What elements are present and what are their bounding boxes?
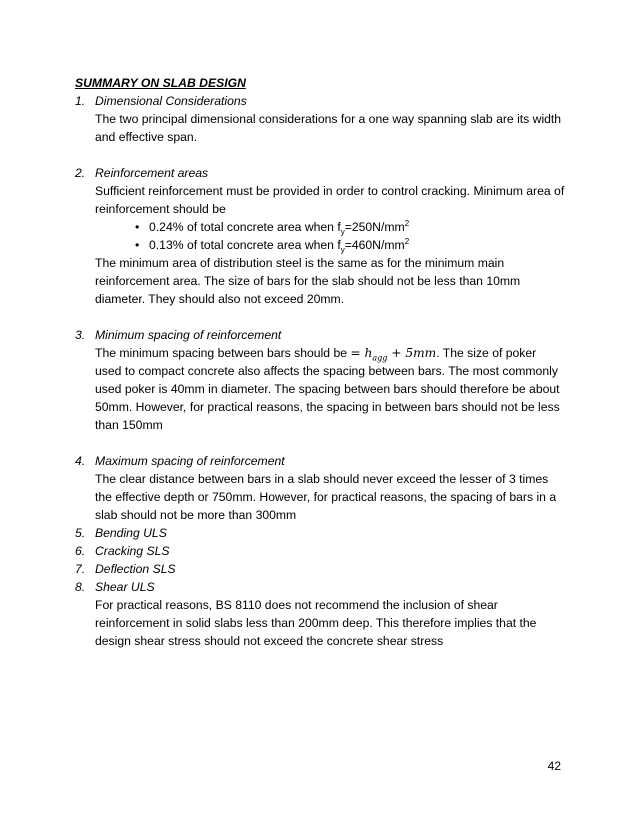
bullet-item: • 0.13% of total concrete area when $f_y=460N/mm^2$ [135, 236, 410, 255]
item-heading-text: Deflection SLS [95, 562, 176, 576]
item-heading-5 [75, 524, 565, 542]
item-body-8: For practical reasons, BS 8110 does not recommend the inclusion of shear reinforcement in solid slabs less than 200mm deep. This therefore implies that the design shear stress should not exceed the concrete shear stress [95, 598, 537, 648]
page-title: SUMMARY ON SLAB DESIGN [75, 76, 246, 90]
item-number: 7. [75, 562, 86, 576]
item-body-1: The two principal dimensional considerations for a one way spanning slab are its width and effective span. [95, 112, 562, 144]
item-heading-3 [75, 326, 565, 344]
item-number: 6. [75, 544, 86, 558]
item-body-4: The clear distance between bars in a slab should never exceed the lesser of 3 times the effective depth or 750mm. However, for practical reasons, the spacing of bars in a slab should not be more than 300mm [95, 472, 557, 522]
item-heading-text: Maximum spacing of reinforcement [95, 454, 285, 468]
page-number: 42 [547, 759, 561, 773]
item-number: 1. [75, 94, 86, 108]
item-number: 4. [75, 454, 86, 468]
item-number: 3. [75, 328, 86, 342]
bullet-icon: • [135, 220, 140, 234]
item-body-2: Sufficient reinforcement must be provided in order to control cracking. Minimum area of reinforcement should be [95, 184, 565, 216]
bullet-item: • 0.24% of total concrete area when $f_y=250N/mm^2$ [135, 218, 410, 237]
item-heading-4 [75, 452, 565, 470]
item-heading-2 [75, 164, 565, 182]
item-number: 8. [75, 580, 86, 594]
bullet-icon: • [135, 238, 140, 252]
item-heading-text: Minimum spacing of reinforcement [95, 328, 282, 342]
item-heading-text: Dimensional Considerations [95, 94, 247, 108]
item-heading-text: Cracking SLS [95, 544, 170, 558]
item-heading-text: Reinforcement areas [95, 166, 209, 180]
item-heading-text: Shear ULS [95, 580, 155, 594]
document-content [75, 74, 565, 650]
item-heading-text: Bending ULS [95, 526, 167, 540]
item-heading-1 [75, 92, 565, 110]
item-body-3: The minimum spacing between bars should be = $h_{agg} + 5mm$. The size of poker used to compact concrete also affects the spacing between bars. The most commonly used poker is 40mm in diameter. The spacing between bars should therefore be about 50mm. However, for practical reasons, the spacing in between bars should not be less than 150mm [95, 346, 560, 432]
item-number: 5. [75, 526, 86, 540]
item-body-2b: The minimum area of distribution steel is the same as for the minimum main reinforcement area. The size of bars for the slab should not be less than 10mm diameter. They should also not exceed 20mm. [95, 256, 521, 306]
item-heading-8 [75, 578, 565, 596]
item-heading-7 [75, 560, 565, 578]
bullet-list [75, 218, 565, 254]
item-heading-6 [75, 542, 565, 560]
formula: = $h_{agg} + 5mm$ [350, 346, 437, 363]
item-number: 2. [75, 166, 86, 180]
